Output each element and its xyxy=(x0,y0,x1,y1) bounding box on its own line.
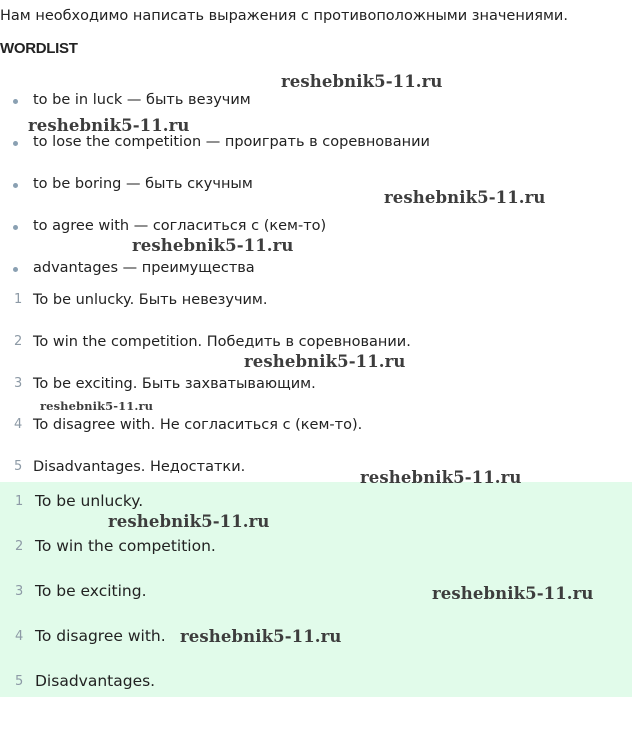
item-number: 2 xyxy=(14,334,23,349)
item-text: To be exciting. Быть захватывающим. xyxy=(33,376,316,392)
answer-text: To win the competition. xyxy=(35,537,216,555)
answer-number: 1 xyxy=(15,494,24,509)
wordlist-heading: WORDLIST xyxy=(0,40,78,57)
item-number: 1 xyxy=(14,292,23,307)
bullet-icon xyxy=(13,225,18,230)
bullet-icon xyxy=(13,183,18,188)
list-item-text: to be boring — быть скучным xyxy=(33,176,253,192)
list-item-text: to be in luck — быть везучим xyxy=(33,92,251,108)
list-item-text: to lose the competition — проиграть в соревновании xyxy=(33,134,430,150)
watermark: reshebnik5-11.ru xyxy=(132,236,294,255)
item-number: 3 xyxy=(14,376,23,391)
watermark: reshebnik5-11.ru xyxy=(108,512,270,531)
list-item-text: to agree with — согласиться с (кем-то) xyxy=(33,218,327,234)
item-text: To be unlucky. Быть невезучим. xyxy=(33,292,268,308)
bullet-icon xyxy=(13,267,18,272)
bullet-icon xyxy=(13,99,18,104)
answer-number: 4 xyxy=(15,629,24,644)
watermark: reshebnik5-11.ru xyxy=(28,116,190,135)
watermark: reshebnik5-11.ru xyxy=(281,72,443,91)
answer-text: To be unlucky. xyxy=(35,492,144,510)
item-text: Disadvantages. Недостатки. xyxy=(33,459,246,475)
answer-text: To be exciting. xyxy=(35,582,147,600)
intro-text: Нам необходимо написать выражения с противоположными значениями. xyxy=(0,8,568,24)
item-number: 4 xyxy=(14,417,23,432)
answer-text: To disagree with. xyxy=(35,627,166,645)
list-item-text: advantages — преимущества xyxy=(33,260,255,276)
answer-number: 2 xyxy=(15,539,24,554)
answer-text: Disadvantages. xyxy=(35,672,156,690)
watermark: reshebnik5-11.ru xyxy=(384,188,546,207)
watermark: reshebnik5-11.ru xyxy=(360,468,522,487)
bullet-icon xyxy=(13,141,18,146)
watermark: reshebnik5-11.ru xyxy=(244,352,406,371)
item-text: To disagree with. Не согласиться с (кем-то). xyxy=(33,417,363,433)
item-number: 5 xyxy=(14,459,23,474)
answer-number: 5 xyxy=(15,674,24,689)
item-text: To win the competition. Победить в соревновании. xyxy=(33,334,411,350)
watermark: reshebnik5-11.ru xyxy=(180,627,342,646)
watermark: reshebnik5-11.ru xyxy=(40,399,154,413)
answer-number: 3 xyxy=(15,584,24,599)
watermark: reshebnik5-11.ru xyxy=(432,584,594,603)
